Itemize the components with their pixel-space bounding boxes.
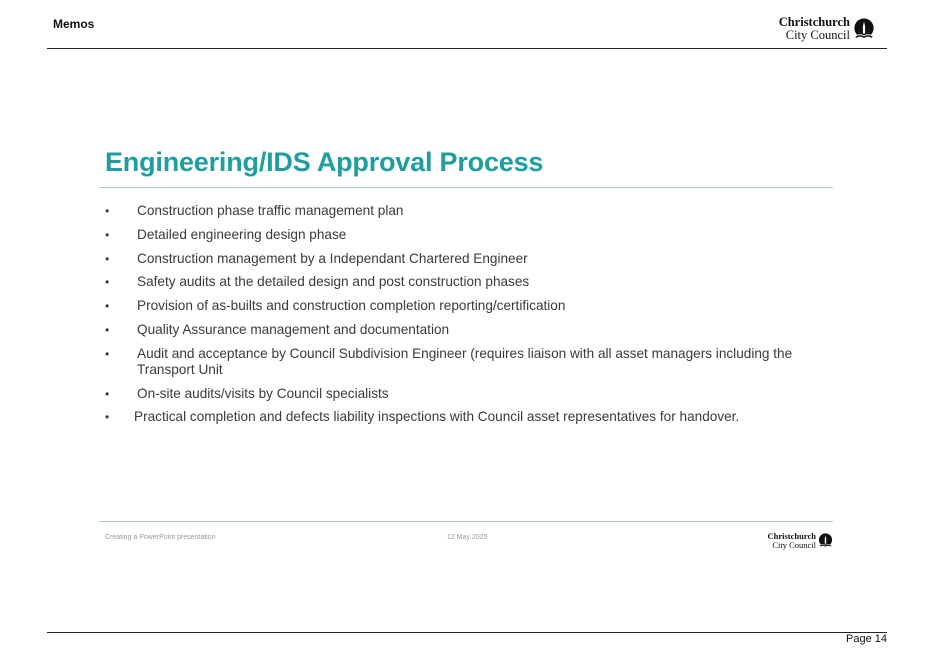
bullet-glyph: • [105,322,110,337]
bullet-text: Practical completion and defects liability inspections with Council asset representatives for handover. [134,409,740,425]
bullet-glyph: • [105,299,110,314]
list-item [99,298,833,314]
bullet-text: Detailed engineering design phase [137,226,347,242]
slide-title: Engineering/IDS Approval Process [105,147,544,177]
slide [99,145,833,550]
list-item [99,227,833,243]
cathedral-icon [853,18,875,40]
header-title: Memos [53,17,95,31]
bullet-text: Construction management by a Independant Chartered Engineer [137,250,528,266]
list-item [99,386,833,402]
bullet-text: Quality Assurance management and documentation [137,321,450,337]
title-divider [99,187,833,188]
bullet-glyph: • [105,204,110,218]
logo-line-2: City Council [785,27,850,42]
list-item [99,322,833,338]
list-item [99,251,833,267]
bullet-text: Construction phase traffic management plan [137,203,404,218]
list-item [99,274,833,290]
list-item [99,203,833,219]
bullet-text: Safety audits at the detailed design and post construction phases [137,274,530,290]
bullet-glyph: • [105,251,110,266]
bullet-glyph: • [105,275,110,290]
logo-line-1: Christchurch [767,531,816,541]
page-header [47,0,887,49]
slide-footer-caption: Creating a PowerPoint presentation [105,534,216,541]
logo-text [768,532,817,549]
slide-footer-date: 12 May 2025 [447,534,488,541]
bullet-glyph: • [105,386,110,401]
cathedral-icon [818,533,833,548]
slide-footer-logo [768,532,834,549]
list-item [99,346,833,378]
council-logo [779,16,875,41]
logo-line-2: City Council [772,539,816,550]
bullet-glyph: • [105,410,110,425]
bullet-list [99,203,833,433]
bullet-text: Provision of as-builts and construction completion reporting/certification [137,298,566,314]
bullet-text: Audit and acceptance by Council Subdivision Engineer (requires liaison with all asset managers including the Transport Unit [137,345,793,377]
page-number: Page 14 [846,633,887,645]
bullet-text: On-site audits/visits by Council specialists [137,385,389,401]
page-footer-divider [47,632,887,633]
list-item [99,409,833,425]
slide-footer-divider [99,521,833,522]
logo-text [779,16,850,41]
bullet-glyph: • [105,346,110,361]
logo-line-1: Christchurch [778,15,850,29]
bullet-glyph: • [105,227,110,242]
